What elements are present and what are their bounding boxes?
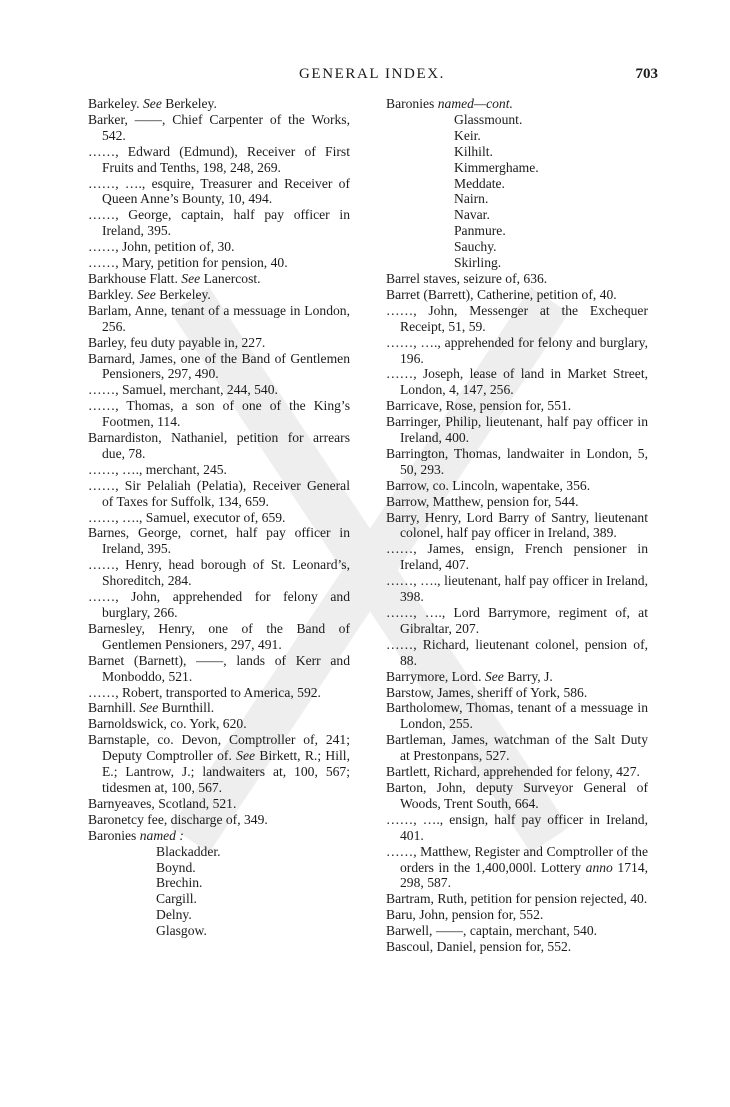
index-subentry: Skirling. [454, 255, 502, 271]
index-entry: Barrow, Matthew, pension for, 544. [386, 493, 579, 509]
index-entry: ……, …., lieutenant, half pay officer in Ireland, 398. [386, 573, 648, 605]
index-entry: Barrel staves, seizure of, 636. [386, 270, 548, 286]
index-subentry: Keir. [454, 127, 481, 143]
entry-heading: ……, Matthew, Register and Comptroller of the orders in the 1,400,000l. Lottery [386, 843, 648, 875]
index-entry: Bascoul, Daniel, pension for, 552. [386, 939, 572, 955]
index-subentry: Brechin. [156, 875, 203, 891]
index-entry: Barnyeaves, Scotland, 521. [88, 795, 237, 811]
index-entry: ……, John, petition of, 30. [88, 239, 235, 255]
index-entry: Bartholomew, Thomas, tenant of a messuage in London, 255. [386, 700, 648, 732]
index-subentry: Panmure. [454, 223, 506, 239]
page-number: 703 [635, 66, 658, 82]
index-entry [88, 287, 350, 303]
cross-reference-target: Berkeley. [159, 286, 211, 302]
index-subentry: Meddate. [454, 175, 505, 191]
cross-reference-target: Burnthill. [161, 700, 215, 716]
index-entry [88, 828, 350, 844]
index-subentry: Blackadder. [156, 843, 221, 859]
index-subentry: Nairn. [454, 191, 489, 207]
index-entry: Barnes, George, cornet, half pay officer in Ireland, 395. [88, 525, 350, 557]
index-entry [88, 732, 350, 796]
index-entry: ……, George, captain, half pay officer in Ireland, 395. [88, 207, 350, 239]
index-entry: Baru, John, pension for, 552. [386, 907, 544, 923]
index-entry: ……, …., Lord Barrymore, regiment of, at Gibraltar, 207. [386, 605, 648, 636]
index-entry: Barnoldswick, co. York, 620. [88, 716, 247, 732]
index-entry: ……, …., merchant, 245. [88, 461, 227, 477]
left-column [88, 96, 350, 939]
entry-heading: Barkhouse Flatt. [88, 270, 178, 286]
index-entry: Barlam, Anne, tenant of a messuage in London, 256. [88, 302, 350, 334]
cross-reference-word: anno [585, 859, 613, 875]
cross-reference-target: Lanercost. [203, 270, 261, 286]
right-column [386, 96, 648, 955]
index-entry: Barker, ——, Chief Carpenter of the Works, 542. [88, 111, 350, 143]
cross-reference-word: See [143, 96, 162, 111]
entry-heading: Baronies [88, 827, 137, 843]
index-entry: ……, Robert, transported to America, 592. [88, 684, 321, 700]
cross-reference-word: See [236, 748, 256, 764]
index-subentry: Navar. [454, 207, 490, 223]
running-head: GENERAL INDEX. [299, 66, 445, 82]
index-subentry: Sauchy. [454, 239, 497, 255]
index-entry: Barnard, James, one of the Band of Gentlemen Pensioners, 297, 490. [88, 350, 350, 382]
entry-heading: Baronies [386, 96, 435, 111]
index-entry: Barnesley, Henry, one of the Band of Gentlemen Pensioners, 297, 491. [88, 620, 350, 652]
index-entry: Barnardiston, Nathaniel, petition for arrears due, 78. [88, 430, 350, 461]
cross-reference-word: See [136, 286, 156, 302]
index-subentry: Delny. [156, 907, 192, 923]
entry-heading: Barnstaple, co. Devon, Comptroller of, 241; Deputy Comptroller of. [88, 732, 350, 764]
index-entry [386, 844, 648, 892]
index-entry: Bartram, Ruth, petition for pension rejected, 40. [386, 891, 648, 907]
index-subentry: Glassmount. [454, 111, 523, 127]
entry-heading: Barkeley. [88, 96, 140, 111]
cross-reference-word: See [139, 700, 159, 716]
index-entry: Barret (Barrett), Catherine, petition of, 40. [386, 286, 617, 302]
index-entry: ……, Henry, head borough of St. Leonard’s, Shoreditch, 284. [88, 557, 350, 589]
index-entry: ……, Edward (Edmund), Receiver of First Fruits and Tenths, 198, 248, 269. [88, 143, 350, 175]
index-entry: Barrington, Thomas, landwaiter in London, 5, 50, 293. [386, 445, 648, 477]
index-entry: ……, …., esquire, Treasurer and Receiver of Queen Anne’s Bounty, 10, 494. [88, 175, 350, 207]
index-entry: ……, James, ensign, French pensioner in Ireland, 407. [386, 541, 648, 573]
cross-reference-word: named—cont. [437, 96, 513, 111]
index-entry [386, 96, 648, 112]
index-entry: ……, Thomas, a son of one of the King’s Footmen, 114. [88, 398, 350, 430]
cross-reference-word: See [181, 270, 201, 286]
index-entry [386, 669, 648, 685]
index-entry: ……, John, apprehended for felony and burglary, 266. [88, 589, 350, 620]
cross-reference-target: Barry, J. [507, 668, 553, 684]
entry-heading: Barnhill. [88, 700, 136, 716]
cross-reference-word: named : [139, 827, 184, 843]
cross-reference-target: Birkett, R.; Hill, E.; Lantrow, J.; landwaiters at, 100, 567; tidesmen at, 100, 567. [102, 748, 350, 795]
cross-reference-word: See [484, 668, 504, 684]
index-entry [88, 271, 350, 287]
index-entry [88, 96, 350, 112]
index-entry: ……, …., ensign, half pay officer in Ireland, 401. [386, 811, 648, 843]
index-entry: Baronetcy fee, discharge of, 349. [88, 811, 268, 827]
index-entry: Bartleman, James, watchman of the Salt Duty at Prestonpans, 527. [386, 732, 648, 764]
cross-reference-target: Berkeley. [165, 96, 217, 111]
index-entry: Barnet (Barnett), ——, lands of Kerr and Monboddo, 521. [88, 652, 350, 684]
index-entry [88, 700, 350, 716]
index-subentry: Glasgow. [156, 923, 207, 939]
index-subentry: Kilhilt. [454, 143, 493, 159]
index-subentry: Boynd. [156, 859, 196, 875]
index-entry: ……, …., apprehended for felony and burglary, 196. [386, 334, 648, 366]
index-entry: Barstow, James, sheriff of York, 586. [386, 684, 588, 700]
entry-heading: Barkley. [88, 286, 134, 302]
index-subentry: Kimmerghame. [454, 159, 539, 175]
index-entry: ……, Joseph, lease of land in Market Street, London, 4, 147, 256. [386, 366, 648, 398]
index-entry: ……, …., Samuel, executor of, 659. [88, 509, 286, 525]
index-entry: Barwell, ——, captain, merchant, 540. [386, 923, 598, 939]
index-entry: Barrow, co. Lincoln, wapentake, 356. [386, 477, 591, 493]
index-subentry: Cargill. [156, 891, 197, 907]
entry-heading: Barrymore, Lord. [386, 668, 482, 684]
index-entry: Barley, feu duty payable in, 227. [88, 334, 266, 350]
index-entry: ……, Sir Pelaliah (Pelatia), Receiver General of Taxes for Suffolk, 134, 659. [88, 477, 350, 509]
index-entry: Bartlett, Richard, apprehended for felony, 427. [386, 764, 640, 780]
page-header [86, 64, 658, 88]
cross-reference-target: 1714, 298, 587. [400, 859, 649, 891]
index-entry: Barringer, Philip, lieutenant, half pay officer in Ireland, 400. [386, 414, 648, 446]
index-entry: Barricave, Rose, pension for, 551. [386, 398, 572, 414]
index-entry: ……, John, Messenger at the Exchequer Receipt, 51, 59. [386, 302, 648, 334]
index-entry: ……, Samuel, merchant, 244, 540. [88, 382, 278, 398]
index-entry: Barton, John, deputy Surveyor General of Woods, Trent South, 664. [386, 779, 648, 811]
index-entry: Barry, Henry, Lord Barry of Santry, lieutenant colonel, half pay officer in Ireland, 389. [386, 509, 648, 541]
index-entry: ……, Richard, lieutenant colonel, pension of, 88. [386, 636, 648, 668]
index-entry: ……, Mary, petition for pension, 40. [88, 255, 288, 271]
